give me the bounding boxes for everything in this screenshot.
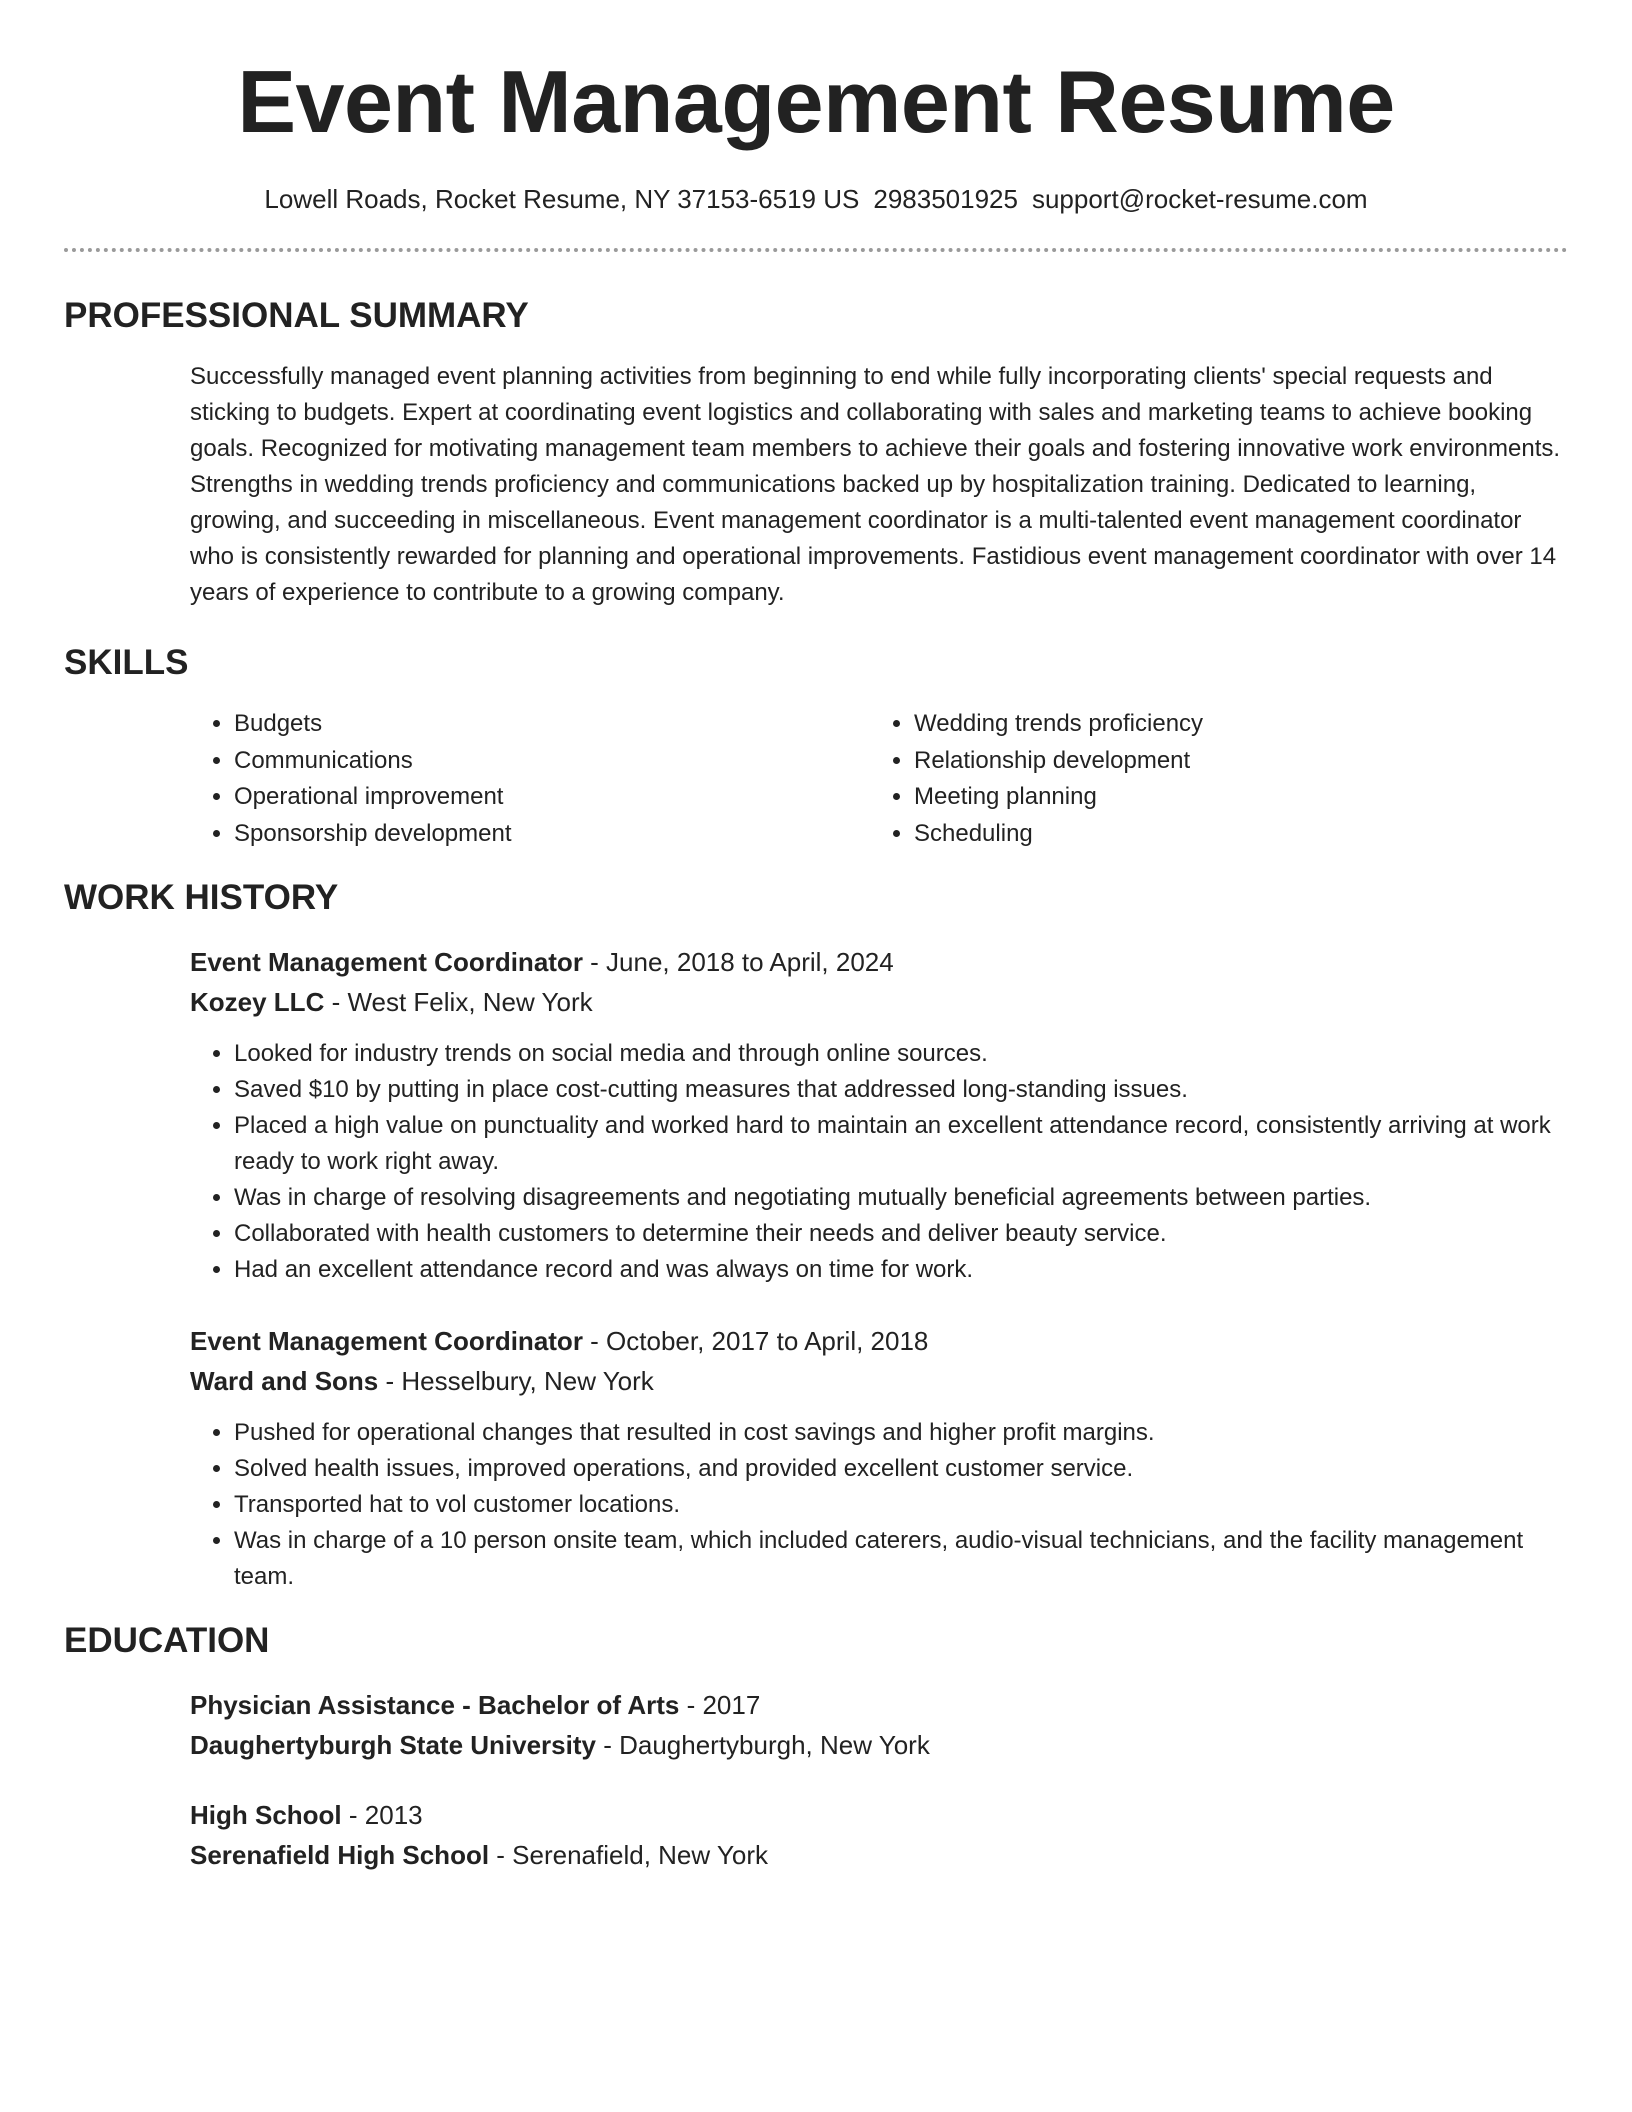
education-section: [64, 1619, 1568, 1875]
job-title-line: [190, 942, 1568, 982]
skill-item: • Operational improvement: [234, 779, 870, 816]
education-degree: Physician Assistance - Bachelor of Arts: [190, 1690, 680, 1720]
section-heading-summary: PROFESSIONAL SUMMARY: [64, 296, 529, 335]
job-company: Ward and Sons: [190, 1366, 379, 1396]
section-heading-skills: SKILLS: [64, 643, 189, 682]
education-entry: [190, 1685, 1568, 1765]
skill-item: • Communications: [234, 743, 870, 780]
skills-list-left: [190, 706, 870, 852]
skill-item: • Scheduling: [914, 816, 1568, 853]
job-duties: [190, 1036, 1568, 1288]
job-company: Kozey LLC: [190, 987, 325, 1017]
job-duty: • Pushed for operational changes that resulted in cost savings and higher profit margins.: [234, 1415, 1568, 1451]
skill-item: • Wedding trends proficiency: [914, 706, 1568, 743]
job-duty: • Collaborated with health customers to determine their needs and deliver beauty service.: [234, 1216, 1568, 1252]
education-year: - 2013: [341, 1800, 423, 1830]
job-dates: - October, 2017 to April, 2018: [582, 1326, 929, 1356]
contact-info: [64, 182, 1568, 216]
job-duties: [190, 1415, 1568, 1595]
education-location: - Daughertyburgh, New York: [595, 1730, 930, 1760]
job-duty: • Placed a high value on punctuality and worked hard to maintain an excellent attendance record, consistently arriving at work ready to work right away.: [234, 1108, 1568, 1180]
job-location: - Hesselbury, New York: [378, 1366, 654, 1396]
skill-item: • Relationship development: [914, 743, 1568, 780]
section-heading-education: EDUCATION: [64, 1621, 270, 1660]
header-divider: [64, 248, 1568, 252]
contact-address: Lowell Roads, Rocket Resume, NY 37153-6519 US: [264, 184, 860, 214]
skill-item: • Budgets: [234, 706, 870, 743]
job-entry: [190, 942, 1568, 1288]
job-company-line: [190, 1361, 1568, 1401]
job-dates: - June, 2018 to April, 2024: [582, 947, 894, 977]
job-duty: • Transported hat to vol customer locations.: [234, 1487, 1568, 1523]
education-school-line: [190, 1725, 1568, 1765]
education-location: - Serenafield, New York: [489, 1840, 768, 1870]
education-entry: [190, 1795, 1568, 1875]
job-location: - West Felix, New York: [324, 987, 593, 1017]
job-duty: • Was in charge of resolving disagreements and negotiating mutually beneficial agreements between parties.: [234, 1180, 1568, 1216]
job-duty: • Was in charge of a 10 person onsite team, which included caterers, audio-visual technicians, and the facility management team.: [234, 1523, 1568, 1595]
section-heading-work: WORK HISTORY: [64, 878, 339, 917]
education-degree: High School: [190, 1800, 342, 1830]
summary-text: Successfully managed event planning activities from beginning to end while fully incorporating clients' special requests and sticking to budgets. Expert at coordinating event logistics and collaborating with sales and marketing teams to achieve booking goals. Recognized for motivating management team members to achieve their goals and fostering innovative work environments. Strengths in wedding trends proficiency and communications backed up by hospitalization training. Dedicated to learning, growing, and succeeding in miscellaneous. Event management coordinator is a multi-talented event management coordinator who is consistently rewarded for planning and operational improvements. Fastidious event management coordinator with over 14 years of experience to contribute to a growing company.: [190, 363, 1561, 606]
education-school: Daughertyburgh State University: [190, 1730, 596, 1760]
education-school-line: [190, 1835, 1568, 1875]
education-school: Serenafield High School: [190, 1840, 490, 1870]
job-duty: • Looked for industry trends on social media and through online sources.: [234, 1036, 1568, 1072]
education-year: - 2017: [679, 1690, 761, 1720]
job-duty: • Had an excellent attendance record and was always on time for work.: [234, 1252, 1568, 1288]
job-title: Event Management Coordinator: [190, 1326, 583, 1356]
job-title: Event Management Coordinator: [190, 947, 583, 977]
skills-grid: [190, 706, 1568, 852]
job-title-line: [190, 1321, 1568, 1361]
work-history-section: [64, 876, 1568, 1595]
skills-section: [64, 641, 1568, 852]
skill-item: • Sponsorship development: [234, 816, 870, 853]
job-company-line: [190, 982, 1568, 1022]
job-duty: • Saved $10 by putting in place cost-cutting measures that addressed long-standing issues.: [234, 1072, 1568, 1108]
contact-email: support@rocket-resume.com: [1031, 184, 1368, 214]
professional-summary-section: [64, 294, 1568, 611]
contact-phone: 2983501925: [873, 184, 1018, 214]
education-degree-line: [190, 1685, 1568, 1725]
job-entry: [190, 1321, 1568, 1595]
resume-title: Event Management Resume: [237, 52, 1395, 151]
education-degree-line: [190, 1795, 1568, 1835]
skill-item: • Meeting planning: [914, 779, 1568, 816]
job-duty: • Solved health issues, improved operations, and provided excellent customer service.: [234, 1451, 1568, 1487]
skills-list-right: [870, 706, 1568, 852]
